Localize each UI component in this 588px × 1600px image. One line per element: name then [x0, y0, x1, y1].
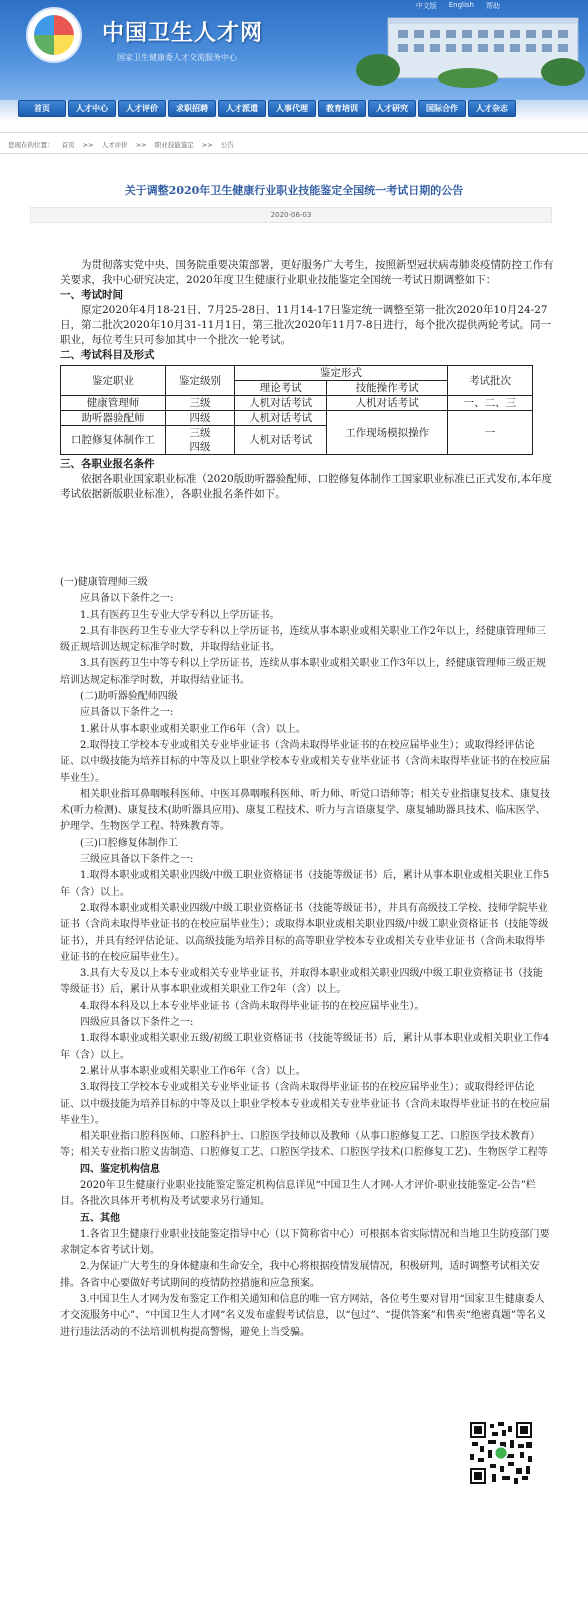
- table-cell: 助听器验配师: [61, 411, 166, 426]
- body-line: 相关职业指耳鼻咽喉科医师、中医耳鼻咽喉科医师、听力师、听觉口语师等；相关专业指康复技术、康复技术(听力检测)、康复技术(助听器具应用)、康复工程技术、听力与言语康复学、康复辅助器具技术、临床医学、护理学、生物医学工程、特殊教育等。: [60, 788, 550, 833]
- breadcrumb-separator: >>: [135, 141, 147, 149]
- level-text: 三级: [189, 427, 211, 439]
- body-line: (三)口腔修复体制作工: [80, 837, 178, 849]
- building-illustration: [348, 8, 588, 88]
- nav-talent-research[interactable]: 人才研究: [368, 100, 416, 117]
- table-cell: 一、二、三: [448, 396, 533, 411]
- article-content: [60, 258, 555, 502]
- logo-emblem-icon: [34, 15, 74, 55]
- body-line: 2.取得本职业或相关职业四级/中级工职业资格证书（技能等级证书），并具有高级技工学校、技师学院毕业证书（含尚未取得毕业证书的在校应届毕业生）；或取得本职业或相关职业四级/中级工职业资格证书（技能等级证书），并具有经评估论证、以高级技能为培养目标的高等职业学校本专业或相关专业毕业证书（含尚未取得毕业证书的在校应届毕业生）。: [60, 902, 549, 963]
- level-text: 四级: [189, 441, 211, 453]
- table-header: 鉴定形式: [235, 366, 448, 381]
- section-heading: 五、其他: [80, 1212, 120, 1224]
- nav-international[interactable]: 国际合作: [418, 100, 466, 117]
- section-heading: 三、各职业报名条件: [60, 458, 155, 470]
- body-line: 1.具有医药卫生专业大学专科以上学历证书。: [80, 609, 280, 621]
- table-cell: 一: [448, 411, 533, 455]
- article-title: 关于调整2020年卫生健康行业职业技能鉴定全国统一考试日期的公告: [124, 184, 464, 197]
- body-line: 3.取得技工学校本专业或相关专业毕业证书（含尚未取得毕业证书的在校应届毕业生）；或取得经评估论证、以中级技能为培养目标的中等及以上职业学校本专业或相关专业毕业证书（含尚未取得毕业证书的在校应届毕业生）。: [60, 1082, 550, 1126]
- qr-code-icon: [468, 1420, 534, 1486]
- table-cell: 三级: [166, 396, 235, 411]
- body-line: 应具备以下条件之一:: [80, 593, 174, 605]
- site-title: 中国卫生人才网: [102, 21, 264, 46]
- breadcrumb-skill-appraisal[interactable]: 职业技能鉴定: [154, 141, 194, 149]
- body-line: 1.取得本职业或相关职业四级/中级工职业资格证书（技能等级证书）后，累计从事本职业或相关职业工作5年（含）以上。: [60, 870, 550, 898]
- breadcrumb-talent-evaluation[interactable]: 人才评价: [101, 141, 128, 149]
- body-line: 三级应具备以下条件之一:: [80, 854, 194, 866]
- table-header: 技能操作考试: [327, 381, 448, 396]
- top-link-english[interactable]: English: [448, 1, 474, 9]
- breadcrumb-separator: >>: [82, 141, 94, 149]
- exam-table: [60, 365, 533, 455]
- body-line: 3.具有大专及以上本专业或相关专业毕业证书，并取得本职业或相关职业四级/中级工职业资格证书（技能等级证书）后，累计从事本职业或相关职业工作2年（含）以上。: [60, 968, 543, 996]
- site-logo[interactable]: [26, 7, 82, 63]
- nav-home[interactable]: 首页: [18, 100, 66, 117]
- divider: [0, 132, 588, 133]
- nav-talent-dispatch[interactable]: 人才派遣: [218, 100, 266, 117]
- nav-personnel-agency[interactable]: 人事代理: [268, 100, 316, 117]
- table-cell: [166, 426, 235, 455]
- section-heading: 一、考试时间: [60, 289, 123, 301]
- table-header: 考试批次: [448, 366, 533, 396]
- top-link-help[interactable]: 帮助: [486, 2, 500, 10]
- table-cell: 四级: [166, 411, 235, 426]
- agency-paragraph: 2020年卫生健康行业职业技能鉴定鉴定机构信息详见“中国卫生人才网-人才评价-职业技能鉴定-公告”栏目。各批次具体开考机构及考试要求另行通知。: [60, 1179, 536, 1208]
- nav-talent-center[interactable]: 人才中心: [68, 100, 116, 117]
- main-nav: [18, 100, 516, 117]
- section-heading: 二、考试科目及形式: [60, 349, 155, 361]
- breadcrumb: [8, 140, 240, 149]
- body-line: 四级应具备以下条件之一:: [80, 1017, 194, 1029]
- table-header: 理论考试: [235, 381, 327, 396]
- nav-talent-evaluation[interactable]: 人才评价: [118, 100, 166, 117]
- table-cell: 人机对话考试: [235, 396, 327, 411]
- body-line: (二)助听器验配师四级: [80, 691, 178, 703]
- top-link-chinese[interactable]: 中文版: [415, 2, 437, 10]
- body-line: 相关职业指口腔科医师、口腔科护士、口腔医学技师以及教师（从事口腔修复工艺、口腔医学技术教育）等；相关专业指口腔义齿制造、口腔修复工艺、口腔医学技术、口腔医学技术(口腔修复工艺)、生物医学工程等: [60, 1131, 548, 1159]
- nav-job-recruit[interactable]: 求职招聘: [168, 100, 216, 117]
- nav-talent-magazine[interactable]: 人才杂志: [468, 100, 516, 117]
- body-line: 1.累计从事本职业或相关职业工作6年（含）以上。: [80, 723, 306, 735]
- body-line: 2.具有非医药卫生专业大学专科以上学历证书，连续从事本职业或相关职业工作2年以上，经健康管理师三级正规培训达规定标准学时数，并取得结业证书。: [60, 625, 546, 654]
- body-line: 1.取得本职业或相关职业五级/初级工职业资格证书（技能等级证书）后，累计从事本职业或相关职业工作4年（含）以上。: [60, 1033, 550, 1061]
- table-cell: 口腔修复体制作工: [61, 426, 166, 455]
- body-line: (一)健康管理师三级: [60, 577, 148, 588]
- intro-paragraph: 为贯彻落实党中央、国务院重要决策部署，更好服务广大考生，按照新型冠状病毒肺炎疫情防控工作有关要求，我中心研究决定，2020年度卫生健康行业职业技能鉴定全国统一考试日期调整如下：: [60, 259, 554, 286]
- body-line: 2.取得技工学校本专业或相关专业毕业证书（含尚未取得毕业证书的在校应届毕业生）；或取得经评估论证、以中级技能为培养目标的中等及以上职业学校本专业或相关专业毕业证书（含尚未取得毕业证书的在校应届毕业生）。: [60, 739, 550, 784]
- site-header: [0, 0, 588, 100]
- article-date: 2020-06-03: [30, 207, 552, 223]
- table-cell: 健康管理师: [61, 396, 166, 411]
- conditions-paragraph: 依据各职业国家职业标准（2020版助听器验配师、口腔修复体制作工国家职业标准已正式发布,本年度考试依据新版职业标准），各职业报名条件如下。: [60, 473, 553, 500]
- breadcrumb-separator: >>: [201, 141, 213, 149]
- other-item: 3.中国卫生人才网为发布鉴定工作相关通知和信息的唯一官方网站，各位考生要对冒用“国家卫生健康委人才交流服务中心”、“中国卫生人才网”名义发布虚假考试信息，以“包过”、“提供答案”和售卖“绝密真题”等名义进行违法活动的不法培训机构提高警惕，避免上当受骗。: [60, 1294, 547, 1338]
- table-cell: 人机对话考试: [327, 396, 448, 411]
- body-line: 应具备以下条件之一:: [80, 707, 174, 719]
- exam-time-paragraph: 原定2020年4月18-21日、7月25-28日、11月14-17日鉴定统一调整至第一批次2020年10月24-27日，第二批次2020年10月31-11月1日，第三批次2020年11月7-8日进行，每个批次提供两轮考试。同一职业，每位考生只可参加其中一个批次一轮考试。: [60, 304, 552, 346]
- article-body: [60, 575, 550, 1341]
- other-item: 2.为保证广大考生的身体健康和生命安全，我中心将根据疫情发展情况，积极研判，适时调整考试相关安排。各省中心要做好考试期间的疫情防控措施和应急预案。: [60, 1261, 540, 1289]
- divider: [0, 153, 588, 154]
- breadcrumb-label: 您现在的位置：: [8, 141, 54, 149]
- body-line: 4.取得本科及以上本专业毕业证书（含尚未取得毕业证书的在校应届毕业生）。: [80, 1000, 425, 1012]
- table-header: 鉴定级别: [166, 366, 235, 396]
- table-cell: 人机对话考试: [235, 411, 327, 426]
- section-heading: 四、鉴定机构信息: [80, 1163, 160, 1175]
- other-item: 1.各省卫生健康行业职业技能鉴定指导中心（以下简称省中心）可根据本省实际情况和当地卫生防疫部门要求制定本省考试计划。: [60, 1228, 550, 1257]
- table-header: 鉴定职业: [61, 366, 166, 396]
- breadcrumb-home[interactable]: 首页: [61, 141, 75, 149]
- breadcrumb-announcement[interactable]: 公告: [220, 141, 234, 149]
- table-cell: 人机对话考试: [235, 426, 327, 455]
- table-cell: 工作现场模拟操作: [327, 411, 448, 455]
- body-line: 3.具有医药卫生中等专科以上学历证书，连续从事本职业或相关职业工作3年以上，经健康管理师三级正规培训达规定标准学时数，并取得结业证书。: [60, 658, 546, 686]
- nav-education-training[interactable]: 教育培训: [318, 100, 366, 117]
- site-subtitle: 国家卫生健康委人才交流服务中心: [117, 53, 237, 62]
- body-line: 2.累计从事本职业或相关职业工作6年（含）以上。: [80, 1065, 306, 1077]
